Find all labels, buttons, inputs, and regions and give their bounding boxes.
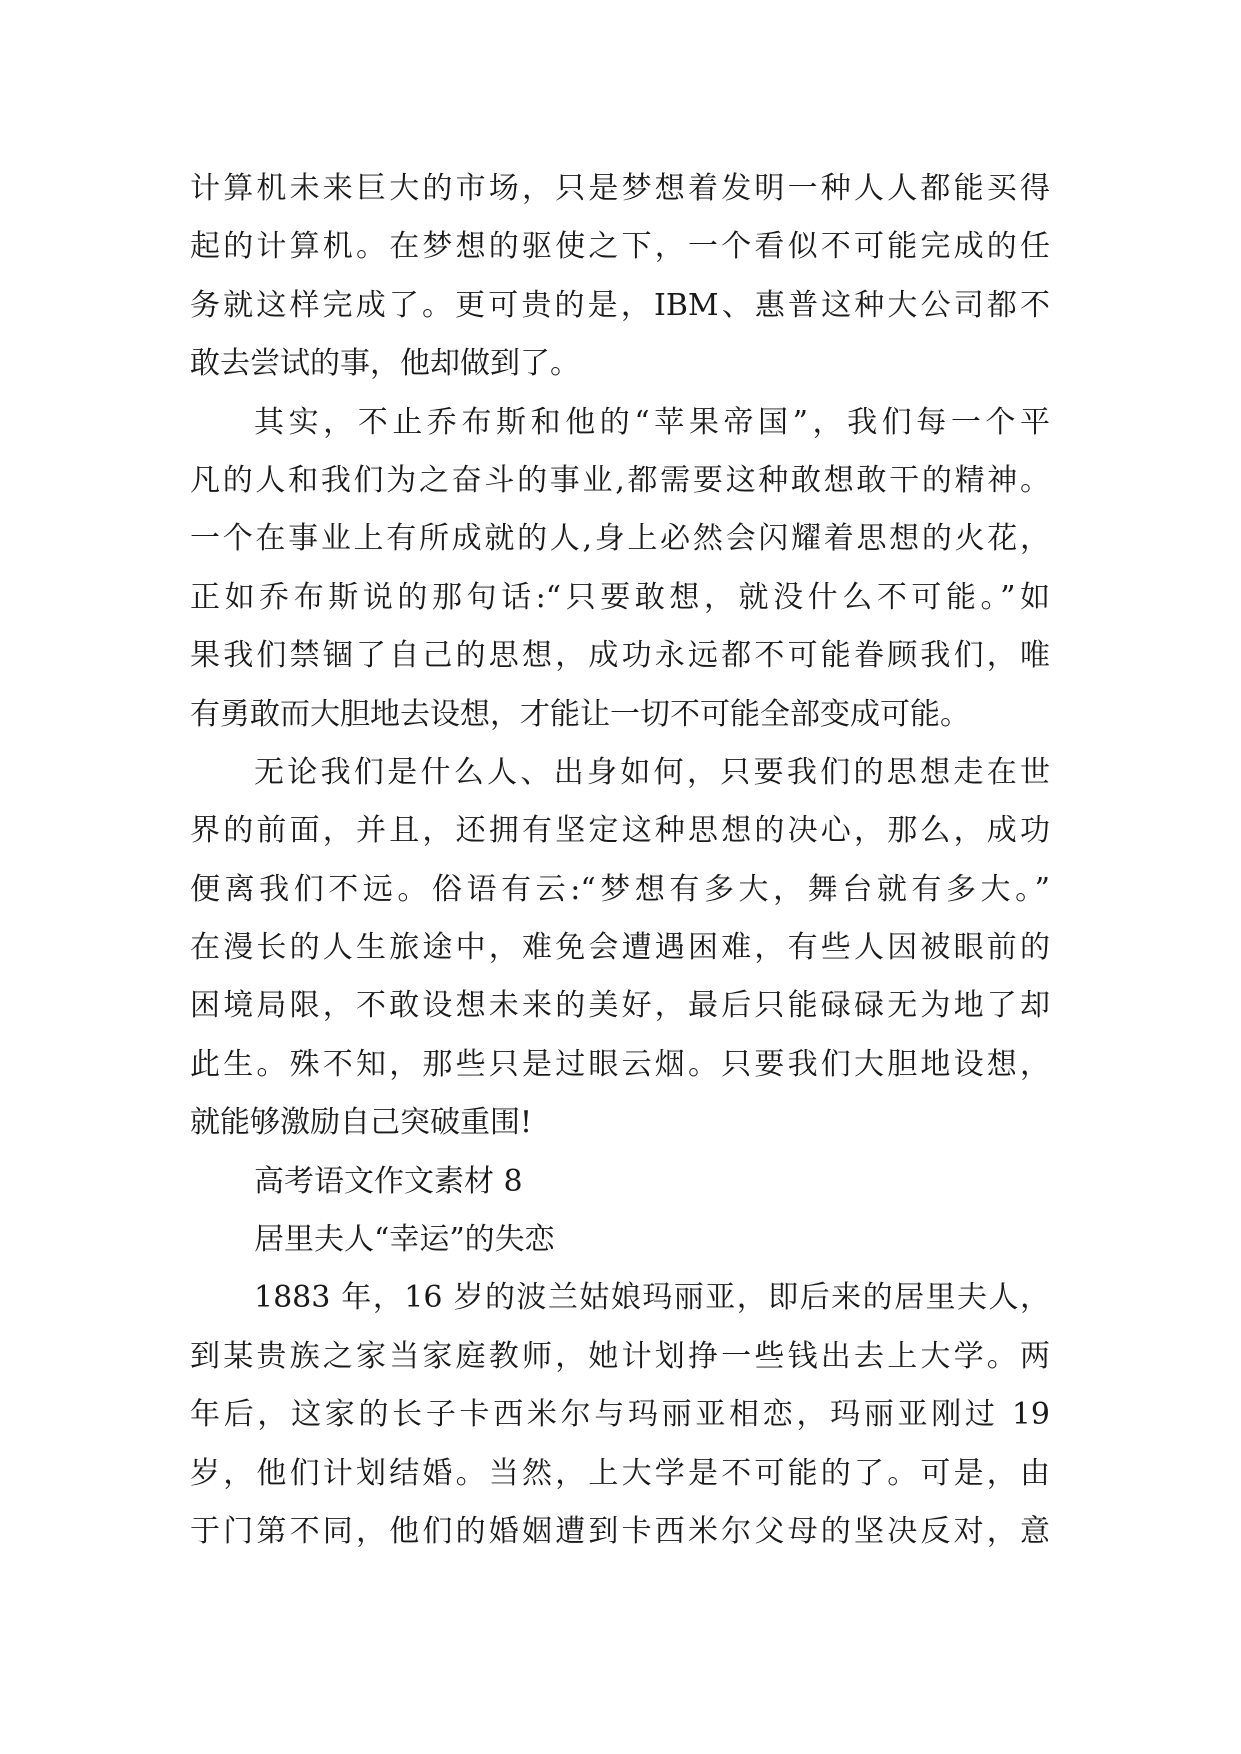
text-line: 起的计算机。在梦想的驱使之下，一个看似不可能完成的任 (190, 229, 1050, 265)
text-line: 有勇敢而大胆地去设想，才能让一切不可能全部变成可能。 (190, 696, 970, 732)
text-line: 居里夫人“幸运”的失恋 (254, 1222, 555, 1258)
text-line: 困境局限，不敢设想未来的美好，最后只能碌碌无为地了却 (190, 988, 1050, 1024)
text-line: 无论我们是什么人、出身如何，只要我们的思想走在世 (254, 754, 1050, 790)
text-line: 1883 年，16 岁的波兰姑娘玛丽亚，即后来的居里夫人， (254, 1280, 1050, 1316)
text-line: 在漫长的人生旅途中，难免会遭遇困难，有些人因被眼前的 (190, 930, 1050, 966)
text-line: 就能够激励自己突破重围! (190, 1105, 533, 1141)
text-line: 于门第不同，他们的婚姻遭到卡西米尔父母的坚决反对，意 (190, 1513, 1050, 1549)
text-line: 敢去尝试的事，他却做到了。 (190, 346, 580, 382)
text-line: 其实，不止乔布斯和他的“苹果帝国”，我们每一个平 (254, 404, 1050, 440)
text-line: 凡的人和我们为之奋斗的事业,都需要这种敢想敢干的精神。 (190, 462, 1050, 498)
text-line: 高考语文作文素材 8 (254, 1163, 523, 1199)
text-line: 一个在事业上有所成就的人,身上必然会闪耀着思想的火花， (190, 521, 1050, 557)
text-line: 务就这样完成了。更可贵的是，IBM、惠普这种大公司都不 (190, 287, 1050, 323)
text-line: 岁，他们计划结婚。当然，上大学是不可能的了。可是，由 (190, 1455, 1050, 1491)
text-line: 果我们禁锢了自己的思想，成功永远都不可能眷顾我们，唯 (190, 638, 1050, 674)
text-line: 此生。殊不知，那些只是过眼云烟。只要我们大胆地设想， (190, 1046, 1050, 1082)
text-line: 计算机未来巨大的市场，只是梦想着发明一种人人都能买得 (190, 171, 1050, 206)
document-body (190, 160, 1050, 1561)
text-line: 到某贵族之家当家庭教师，她计划挣一些钱出去上大学。两 (190, 1338, 1050, 1374)
text-line: 正如乔布斯说的那句话:“只要敢想，就没什么不可能。”如 (190, 579, 1050, 615)
text-line: 界的前面，并且，还拥有坚定这种思想的决心，那么，成功 (190, 813, 1050, 849)
text-line: 便离我们不远。俗语有云:“梦想有多大，舞台就有多大。” (190, 871, 1050, 907)
text-line: 年后，这家的长子卡西米尔与玛丽亚相恋，玛丽亚刚过 19 (190, 1397, 1050, 1433)
